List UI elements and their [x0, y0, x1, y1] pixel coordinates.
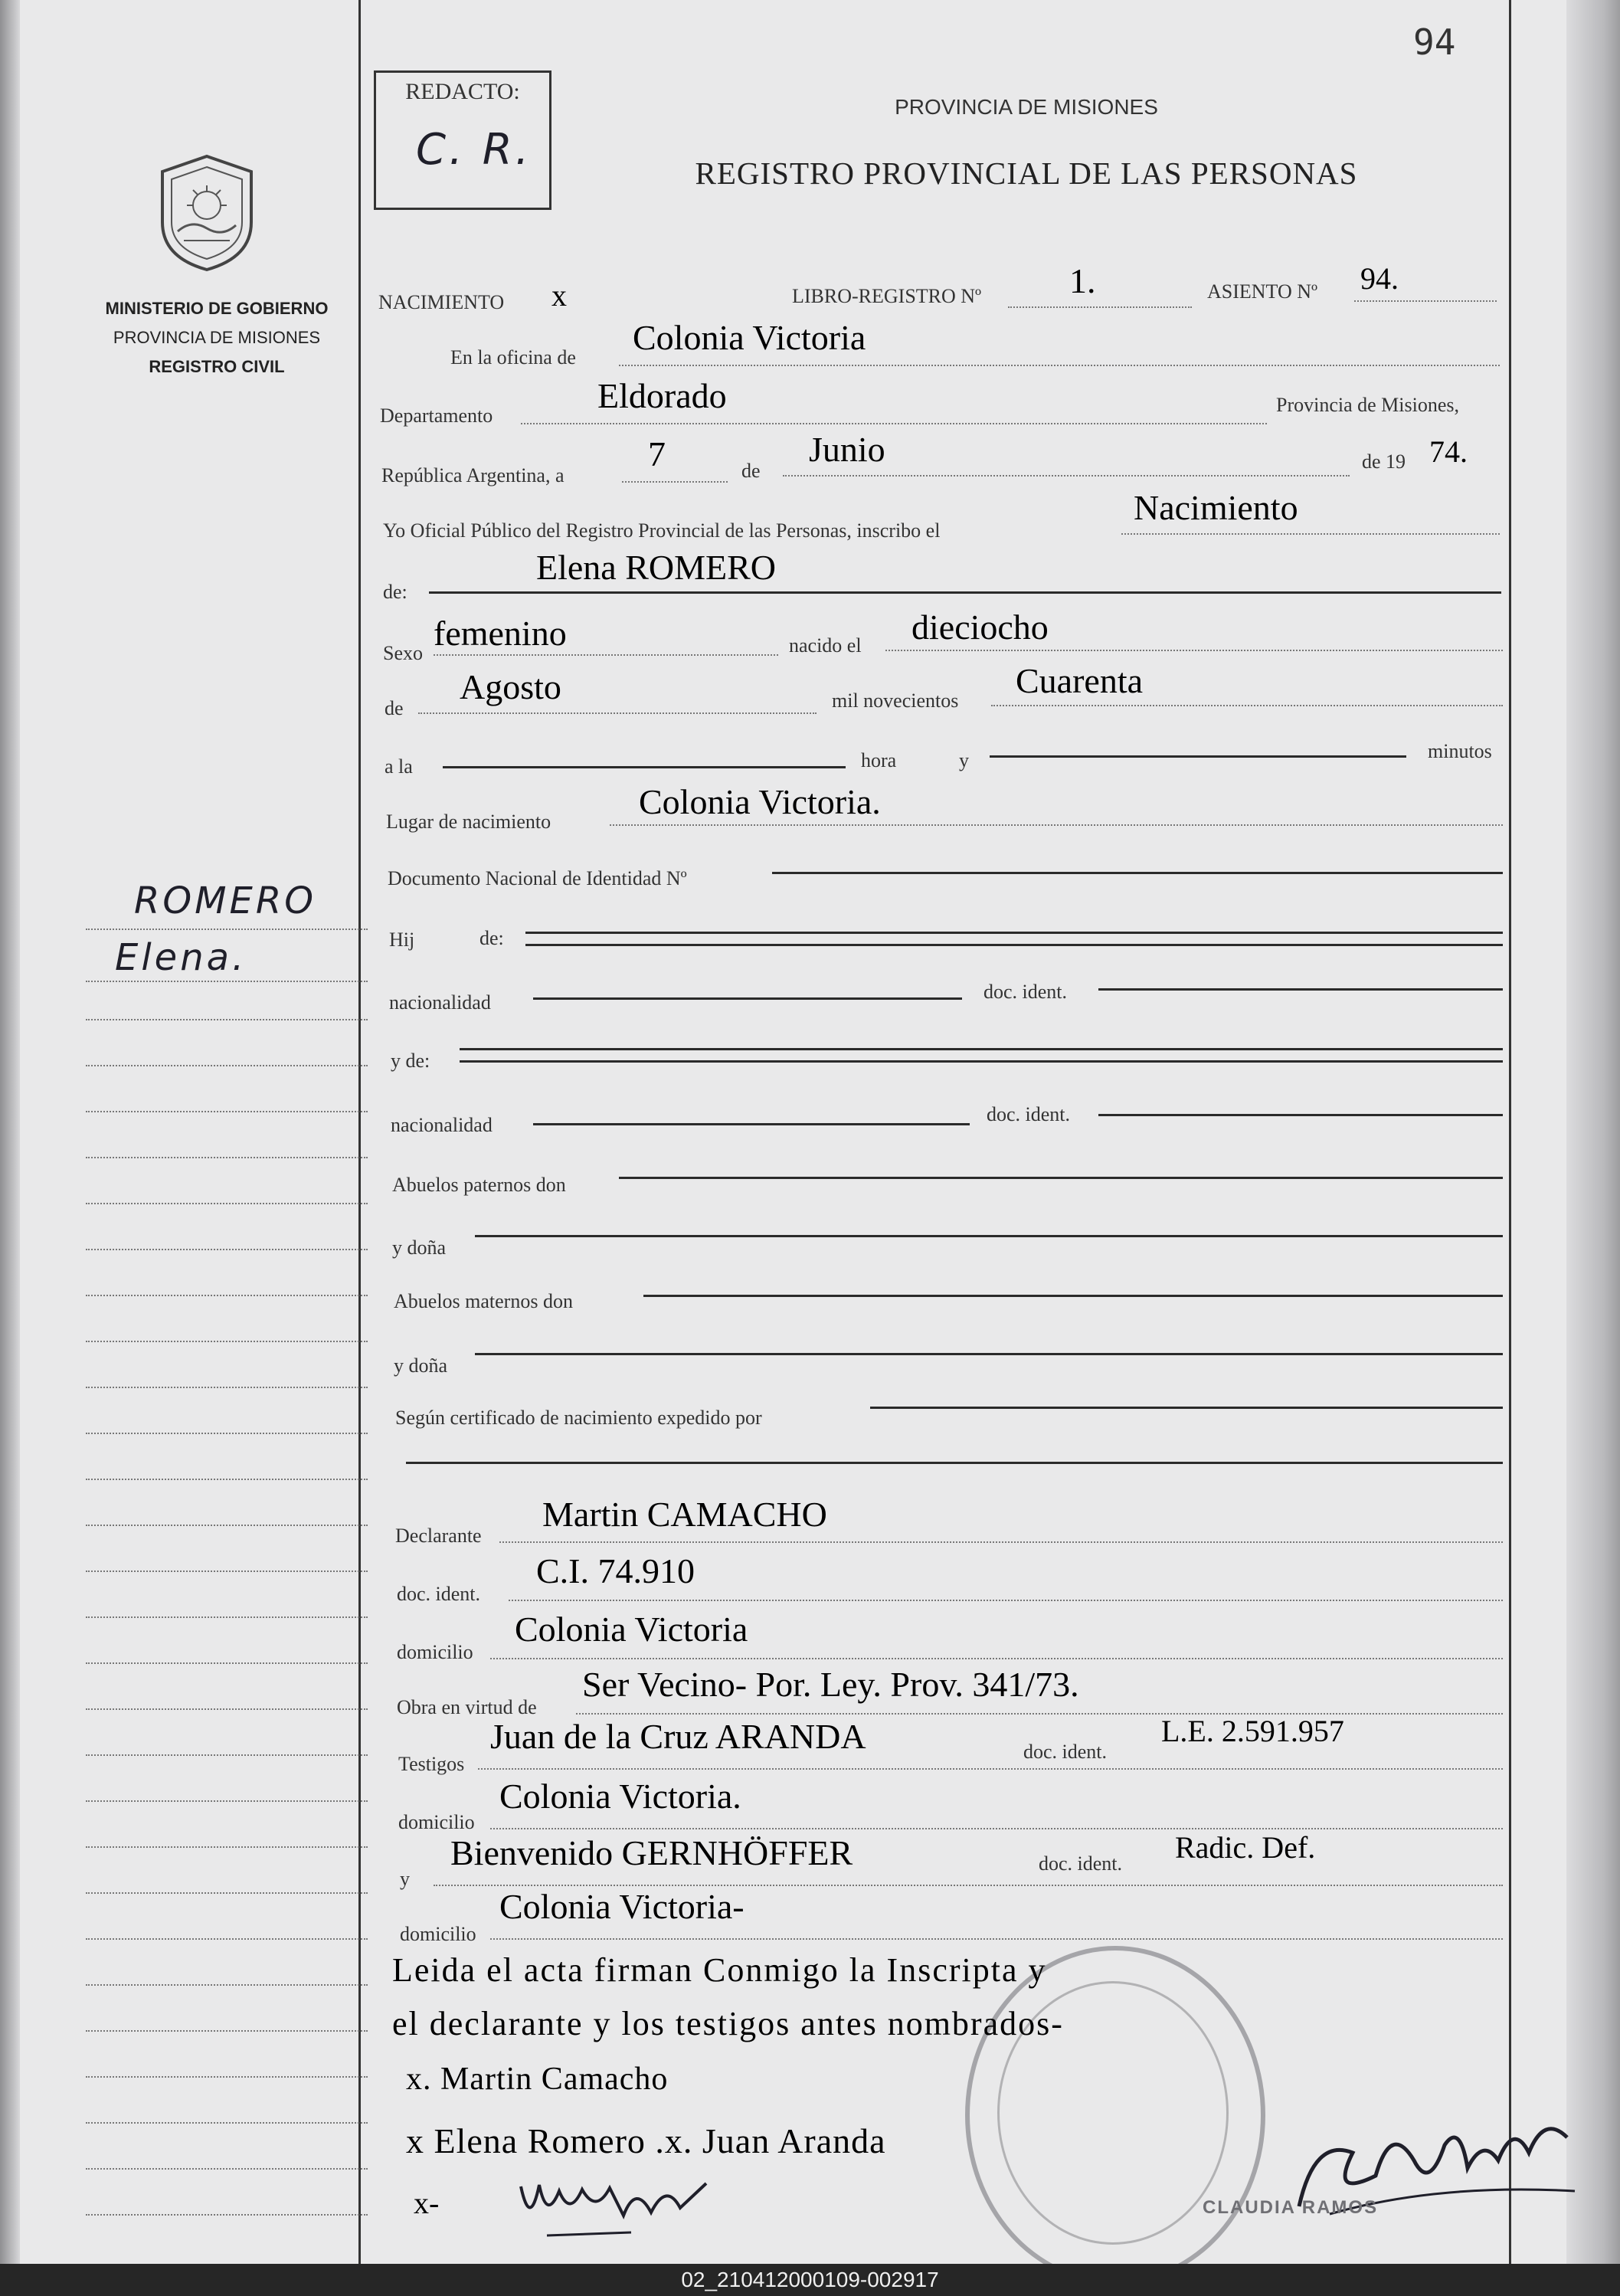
declarante-label: Declarante: [395, 1525, 482, 1547]
month-value: Junio: [809, 430, 885, 469]
redacto-box: [374, 70, 551, 210]
de-nombre-label: de:: [383, 581, 407, 603]
closing-line-2: el declarante y los testigos antes nombrados-: [392, 2005, 1064, 2042]
parent-rule: [525, 944, 1503, 946]
margin-rule: [86, 1249, 368, 1250]
dotted-line: [499, 1541, 1503, 1543]
margin-rule: [86, 2214, 368, 2216]
margin-rule: [86, 2030, 368, 2032]
minutos-rule: [990, 755, 1406, 758]
parent-rule: [525, 932, 1503, 934]
departamento-value: Eldorado: [597, 376, 727, 415]
domicilio-t2-value: Colonia Victoria-: [499, 1887, 745, 1926]
doc-ident-t2-label: doc. ident.: [1039, 1852, 1123, 1875]
margin-surname: ROMERO: [134, 879, 317, 922]
clerk-stamp: CLAUDIA RAMOS: [1203, 2197, 1379, 2218]
nombre-value: Elena ROMERO: [536, 548, 777, 587]
margin-rule: [86, 1984, 368, 1986]
margin-rule: [86, 1433, 368, 1434]
dotted-line: [1354, 300, 1497, 302]
margin-divider: [358, 0, 361, 2264]
mil-label: mil novecientos: [832, 689, 959, 712]
dotted-line: [783, 475, 1350, 477]
province-title: PROVINCIA DE MISIONES: [895, 95, 1158, 119]
redacto-value: C. R.: [416, 125, 532, 175]
margin-rule: [86, 1157, 368, 1158]
page-number: 94: [1413, 21, 1456, 63]
registry-line: REGISTRO CIVIL: [149, 357, 285, 376]
abuelos-rule: [475, 1235, 1503, 1237]
dotted-line: [509, 1600, 1503, 1601]
obra-label: Obra en virtud de: [397, 1696, 537, 1718]
dotted-line: [991, 705, 1503, 706]
closing-line-1: Leida el acta firman Conmigo la Inscripta y: [392, 1951, 1047, 1989]
certificado-rule: [406, 1462, 1503, 1464]
mil-value: Cuarenta: [1016, 661, 1144, 700]
hora-rule: [443, 766, 846, 768]
redacto-label: REDACTO:: [405, 79, 520, 104]
certificado-label: Según certificado de nacimiento expedido por: [395, 1407, 762, 1429]
doc-ident-t2-value: Radic. Def.: [1175, 1830, 1316, 1865]
dotted-line: [434, 654, 778, 656]
margin-rule: [86, 1571, 368, 1572]
y-dona2-label: y doña: [394, 1354, 448, 1377]
domicilio-decl-value: Colonia Victoria: [515, 1610, 748, 1649]
signature-gernhoffer-icon: [516, 2168, 715, 2245]
obra-value: Ser Vecino- Por. Ley. Prov. 341/73.: [582, 1665, 1079, 1704]
republica-label: República Argentina, a: [381, 464, 565, 486]
year-value: 74.: [1429, 434, 1468, 469]
margin-rule: [86, 1800, 368, 1802]
dotted-line: [1121, 533, 1500, 535]
page-shadow-right: [1566, 0, 1620, 2264]
page-shadow-left: [0, 0, 20, 2264]
margin-rule: [86, 1708, 368, 1710]
hij-de-label: de:: [479, 927, 504, 949]
margin-rule: [86, 2076, 368, 2078]
name-rule: [429, 591, 1501, 594]
margin-rule: [86, 1892, 368, 1894]
dni-label: Documento Nacional de Identidad Nº: [388, 867, 687, 889]
margin-rule: [86, 1019, 368, 1020]
oficial-value: Nacimiento: [1134, 488, 1298, 527]
abuelos-maternos-label: Abuelos maternos don: [394, 1290, 573, 1312]
margin-rule: [86, 929, 368, 930]
minutos-label: minutos: [1428, 740, 1492, 762]
doc-ident-t1-value: L.E. 2.591.957: [1161, 1714, 1344, 1748]
doc-ident-rule: [1098, 988, 1503, 991]
mes-value: Agosto: [460, 667, 561, 706]
parent-rule: [460, 1060, 1503, 1063]
margin-rule: [86, 1938, 368, 1940]
margin-rule: [86, 1295, 368, 1296]
margin-rule: [86, 1341, 368, 1342]
domicilio-t1-label: domicilio: [398, 1811, 475, 1833]
domicilio-decl-label: domicilio: [397, 1641, 473, 1663]
dotted-line: [619, 365, 1500, 366]
abuelos-rule: [643, 1295, 1503, 1297]
margin-rule: [86, 1525, 368, 1526]
declarante-value: Martin CAMACHO: [542, 1495, 827, 1534]
nacionalidad-rule: [533, 997, 962, 1000]
margin-firstname: Elena.: [115, 936, 247, 979]
doc-ident-decl-value: C.I. 74.910: [536, 1551, 695, 1590]
margin-rule: [86, 1065, 368, 1066]
libro-value: 1.: [1069, 261, 1096, 300]
ministry-line: MINISTERIO DE GOBIERNO: [105, 299, 329, 318]
lugar-label: Lugar de nacimiento: [386, 811, 551, 833]
nacionalidad1-label: nacionalidad: [389, 991, 491, 1014]
margin-rule: [86, 1111, 368, 1112]
nacimiento-label: NACIMIENTO: [378, 291, 505, 313]
dotted-line: [418, 712, 817, 714]
dotted-line: [478, 1768, 1503, 1770]
signature-inscripta-testigo: x Elena Romero .x. Juan Aranda: [406, 2121, 886, 2160]
day-value: 7: [648, 434, 666, 473]
oficial-label: Yo Oficial Público del Registro Provincial de las Personas, inscribo el: [383, 519, 941, 542]
lugar-value: Colonia Victoria.: [639, 782, 881, 821]
y-de-label: y de:: [391, 1050, 430, 1072]
nacido-value: dieciocho: [911, 608, 1049, 647]
asiento-value: 94.: [1360, 261, 1399, 296]
departamento-label: Departamento: [380, 405, 493, 427]
margin-rule: [86, 1662, 368, 1664]
nacionalidad-rule: [533, 1123, 970, 1125]
abuelos-rule: [475, 1353, 1503, 1355]
provincia-label: Provincia de Misiones,: [1276, 394, 1460, 416]
de-mes-label: de: [385, 697, 404, 719]
doc-ident-decl-label: doc. ident.: [397, 1583, 481, 1605]
domicilio-t1-value: Colonia Victoria.: [499, 1777, 741, 1816]
signature-declarante: x. Martin Camacho: [406, 2062, 669, 2097]
domicilio-t2-label: domicilio: [400, 1923, 476, 1945]
certificado-rule: [870, 1407, 1503, 1409]
asiento-label: ASIENTO Nº: [1207, 280, 1318, 303]
year-prefix: de 19: [1362, 450, 1406, 473]
margin-rule: [86, 1203, 368, 1204]
libro-label: LIBRO-REGISTRO Nº: [792, 285, 982, 307]
nacionalidad2-label: nacionalidad: [391, 1114, 493, 1136]
dotted-line: [490, 1658, 1503, 1659]
a-la-label: a la: [385, 755, 413, 778]
dotted-line: [490, 1828, 1503, 1829]
testigos-label: Testigos: [398, 1753, 465, 1775]
sexo-label: Sexo: [383, 642, 423, 664]
margin-rule: [86, 1387, 368, 1388]
dotted-line: [610, 824, 1503, 826]
dotted-line: [521, 423, 1267, 424]
signature-mark: x-: [414, 2186, 440, 2220]
margin-rule: [86, 1754, 368, 1756]
doc-ident1-label: doc. ident.: [983, 981, 1068, 1003]
dotted-line: [576, 1713, 1503, 1715]
abuelos-paternos-label: Abuelos paternos don: [392, 1174, 566, 1196]
hij-label: Hij: [389, 929, 415, 951]
de-label: de: [741, 460, 761, 482]
sexo-value: femenino: [434, 614, 567, 653]
margin-rule: [86, 981, 368, 982]
y-dona1-label: y doña: [392, 1236, 447, 1259]
ministry-header: [83, 294, 351, 382]
doc-ident-rule: [1098, 1114, 1503, 1116]
margin-rule: [86, 2168, 368, 2170]
right-rule: [1509, 0, 1511, 2264]
dotted-line: [490, 1938, 1503, 1940]
margin-rule: [86, 2122, 368, 2124]
margin-rule: [86, 1846, 368, 1848]
doc-ident-t1-label: doc. ident.: [1023, 1741, 1108, 1763]
y-label: y: [959, 749, 969, 771]
testigo1-value: Juan de la Cruz ARANDA: [490, 1717, 866, 1756]
margin-rule: [86, 1616, 368, 1618]
dotted-line: [622, 481, 728, 483]
dotted-line: [1008, 306, 1192, 308]
parent-rule: [460, 1048, 1503, 1050]
dni-rule: [772, 872, 1503, 874]
registry-title: REGISTRO PROVINCIAL DE LAS PERSONAS: [695, 156, 1358, 191]
image-caption: 02_210412000109-002917: [0, 2264, 1620, 2296]
nacido-label: nacido el: [789, 634, 862, 657]
provincial-seal-icon: [153, 152, 260, 274]
margin-rule: [86, 1479, 368, 1480]
province-line: PROVINCIA DE MISIONES: [113, 328, 321, 347]
testigo2-value: Bienvenido GERNHÖFFER: [450, 1833, 853, 1872]
y-t2-label: y: [400, 1868, 410, 1890]
abuelos-rule: [619, 1177, 1503, 1179]
dotted-line: [885, 650, 1503, 651]
oficina-label: En la oficina de: [450, 346, 576, 368]
doc-ident2-label: doc. ident.: [987, 1103, 1071, 1125]
oficina-value: Colonia Victoria: [633, 318, 866, 357]
nacimiento-mark: x: [551, 278, 567, 313]
hora-label: hora: [861, 749, 897, 771]
